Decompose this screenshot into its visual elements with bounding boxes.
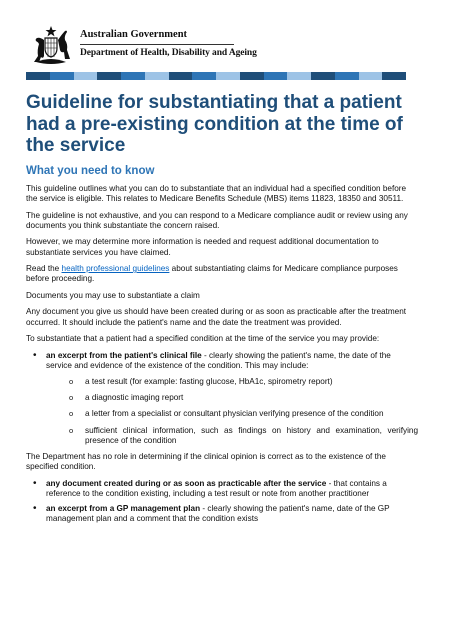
coat-of-arms-logo: [26, 26, 76, 68]
additional-info-paragraph: However, we may determine more information is needed and request additional documentation to substantiate services you have claimed.: [26, 237, 379, 257]
documents-heading: Documents you may use to substantiate a claim: [26, 290, 200, 300]
evidence-list-continued: [26, 479, 418, 525]
section-heading: What you need to know: [26, 165, 155, 177]
list-item-text: - clearly showing the patient's name, the date of the service and evidence of the existence of the condition. This may include:: [46, 350, 391, 370]
stripe-segment: [145, 72, 169, 80]
document-body: [26, 184, 418, 529]
read-guidelines-text-before: Read the: [26, 264, 62, 274]
stripe-segment: [169, 72, 193, 80]
stripe-segment: [382, 72, 406, 80]
department-role-paragraph: The Department has no role in determining if the clinical opinion is correct as to the existence of the specified condition.: [26, 451, 386, 472]
stripe-segment: [335, 72, 359, 80]
stripe-segment: [97, 72, 121, 80]
list-item: [26, 479, 418, 499]
read-guidelines-text-after: about substantiating claims for Medicare compliance purposes before proceeding.: [26, 264, 398, 284]
provide-intro-paragraph: To substantiate that a patient had a specified condition at the time of the service you may provide:: [26, 334, 380, 344]
header-rule: [80, 44, 234, 45]
stripe-segment: [240, 72, 264, 80]
read-guidelines-paragraph: [26, 264, 418, 284]
sub-list-item: o sufficient clinical information, such as findings on history and examination, verifying presence of the condition: [46, 426, 418, 446]
document-timing-paragraph: Any document you give us should have been created during or as soon as practicable after the treatment occurred. It should include the patient's name and the date the treatment was provided.: [26, 307, 407, 327]
sub-list-item: o a test result (for example: fasting glucose, HbA1c, spirometry report): [46, 377, 418, 387]
decorative-stripe: [26, 72, 406, 80]
list-item-text: - that contains a reference to the condition existing, including a test result or note from another practitioner: [46, 478, 387, 498]
stripe-segment: [121, 72, 145, 80]
document-title: Guideline for substantiating that a patient had a pre-existing condition at the time of the service: [26, 92, 403, 156]
stripe-segment: [192, 72, 216, 80]
sub-list-item: o a letter from a specialist or consultant physician verifying presence of the condition: [46, 409, 418, 419]
health-professional-guidelines-link[interactable]: health professional guidelines: [61, 264, 170, 274]
stripe-segment: [311, 72, 335, 80]
stripe-segment: [264, 72, 288, 80]
list-item-text: - clearly showing the patient's name, date of the GP management plan and a comment that the condition exists: [46, 504, 390, 524]
list-item: [26, 504, 418, 524]
department-name: Department of Health, Disability and Ageing: [80, 48, 257, 58]
list-item-bold: an excerpt from the patient's clinical file: [46, 350, 202, 360]
government-name: Australian Government: [80, 29, 188, 40]
stripe-segment: [26, 72, 50, 80]
not-exhaustive-paragraph: The guideline is not exhaustive, and you can respond to a Medicare compliance audit or review using any documents you think substantiate the concern raised.: [26, 210, 408, 230]
stripe-segment: [216, 72, 240, 80]
evidence-list: [26, 351, 418, 446]
stripe-segment: [50, 72, 74, 80]
sub-list-item: o a diagnostic imaging report: [46, 393, 418, 403]
list-item-bold: an excerpt from a GP management plan: [46, 504, 201, 514]
stripe-segment: [74, 72, 98, 80]
sub-list: [46, 377, 418, 446]
list-item-bold: any document created during or as soon as practicable after the service: [46, 478, 327, 488]
list-item: [26, 351, 418, 446]
stripe-segment: [359, 72, 383, 80]
stripe-segment: [287, 72, 311, 80]
intro-paragraph: This guideline outlines what you can do to substantiate that an individual had a specified condition before the service is eligible. This relates to Medicare Benefits Schedule (MBS) items 11823, 18350 and 30511.: [26, 184, 407, 204]
